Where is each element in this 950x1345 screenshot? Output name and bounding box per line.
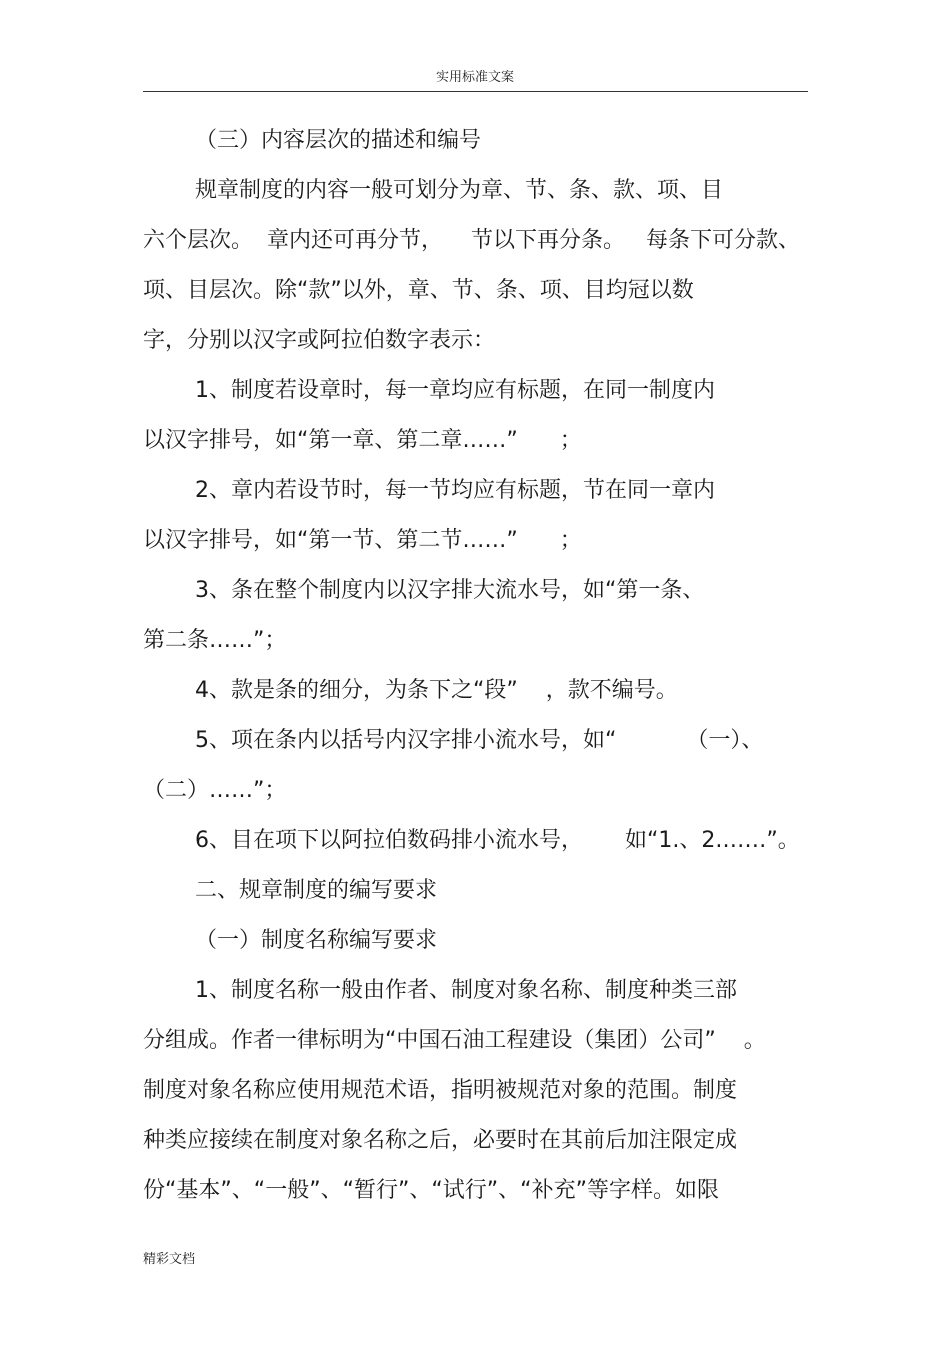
paragraph-line: 4、款是条的细分，为条下之“段” ，款不编号。 [195,678,678,703]
section-heading: 二、规章制度的编写要求 [195,878,438,903]
paragraph-line: 2、章内若设节时，每一节均应有标题，节在同一章内 [195,478,715,503]
paragraph-line: 种类应接续在制度对象名称之后，必要时在其前后加注限定成 [143,1128,738,1153]
paragraph-line: 项、目层次。除“款”以外，章、节、条、项、目均冠以数 [143,278,694,303]
paragraph-line: 六个层次。 章内还可再分节， 节以下再分条。 每条下可分款、 [143,228,800,253]
subsection-heading: （一）制度名称编写要求 [195,928,438,953]
paragraph-line: 规章制度的内容一般可划分为章、节、条、款、项、目 [195,178,724,203]
paragraph-line: 6、目在项下以阿拉伯数码排小流水号， 如“1.、2.……”。 [195,828,800,853]
page-footer: 精彩文档 [143,1252,196,1267]
paragraph-line: 1、制度若设章时，每一章均应有标题，在同一制度内 [195,378,715,403]
page-header: 实用标准文案 [435,70,514,85]
section-heading: （三）内容层次的描述和编号 [195,128,482,153]
paragraph-line: 以汉字排号，如“第一节、第二节……” ； [143,528,582,553]
header-divider [143,91,808,92]
paragraph-line: 以汉字排号，如“第一章、第二章……” ； [143,428,582,453]
paragraph-line: 5、项在条内以括号内汉字排小流水号，如“ （一）、 [195,728,764,753]
paragraph-line: 分组成。作者一律标明为“中国石油工程建设（集团）公司” 。 [143,1028,766,1053]
paragraph-line: 字，分别以汉字或阿拉伯数字表示： [143,328,496,353]
paragraph-line: 3、条在整个制度内以汉字排大流水号，如“第一条、 [195,578,705,603]
paragraph-line: 第二条……”； [143,628,287,653]
paragraph-line: （二）……”； [143,778,287,803]
paragraph-line: 1、制度名称一般由作者、制度对象名称、制度种类三部 [195,978,737,1003]
paragraph-line: 制度对象名称应使用规范术语，指明被规范对象的范围。制度 [143,1078,738,1103]
paragraph-line: 份“基本”、“一般”、“暂行”、“试行”、“补充”等字样。如限 [143,1178,719,1203]
